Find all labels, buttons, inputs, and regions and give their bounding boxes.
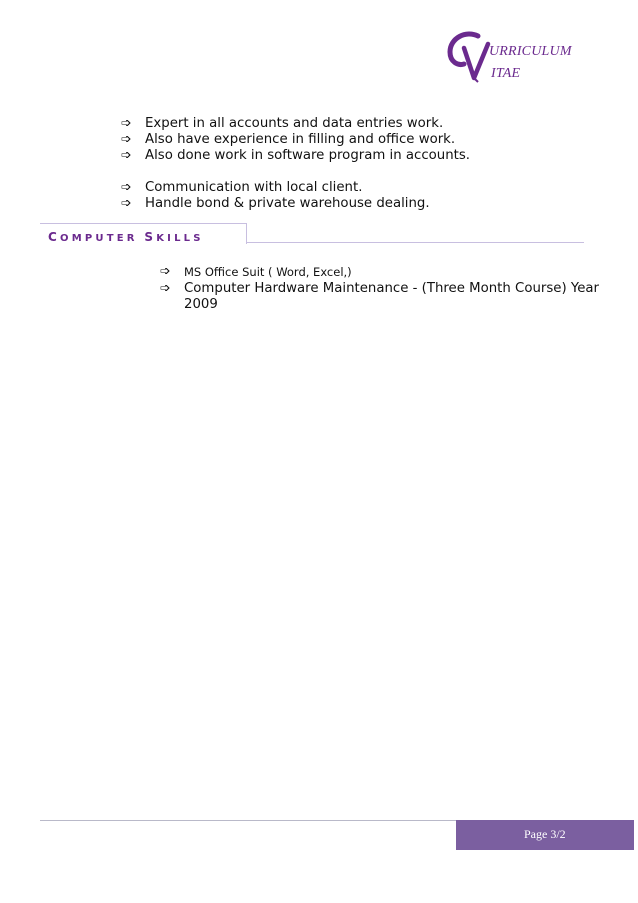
list-item-text: Computer Hardware Maintenance - (Three Month Course) Year 2009 [184, 281, 600, 312]
heading-cap-letter: S [144, 230, 157, 244]
arrow-right-curved-icon: ➩ [121, 196, 132, 211]
list-item [121, 196, 430, 212]
list-item [160, 264, 618, 280]
arrow-right-curved-icon: ➩ [121, 132, 132, 147]
section-divider [246, 242, 584, 243]
footer-divider [40, 820, 456, 821]
logo-text-itae: ITAE [491, 66, 521, 81]
page-number: Page 3/2 [524, 827, 566, 841]
list-item [121, 180, 430, 196]
arrow-right-curved-icon: ➩ [121, 148, 132, 163]
list-item-text: Also have experience in filling and office work. [145, 132, 456, 147]
computer-skills-list [160, 264, 618, 313]
arrow-right-curved-icon: ➩ [160, 264, 171, 279]
cv-logo [444, 28, 594, 90]
list-item [121, 132, 470, 148]
list-item-text: Also done work in software program in accounts. [145, 148, 471, 163]
arrow-right-curved-icon: ➩ [121, 180, 132, 195]
list-item [160, 281, 618, 313]
heading-word-rest: OMPUTER [60, 233, 138, 244]
list-item-text: Expert in all accounts and data entries work. [145, 116, 444, 131]
section-title [48, 230, 204, 244]
list-item-text: MS Office Suit ( Word, Excel,) [184, 265, 352, 279]
logo-text-urriculum: URRICULUM [489, 44, 572, 59]
arrow-right-curved-icon: ➩ [121, 116, 132, 131]
list-item [121, 116, 470, 132]
experience-list [121, 116, 470, 164]
list-item [121, 148, 470, 164]
arrow-right-curved-icon: ➩ [160, 281, 171, 296]
section-heading-computer-skills [40, 223, 247, 244]
heading-cap-letter: C [48, 230, 61, 244]
heading-word-rest: KILLS [156, 233, 204, 244]
experience-list-continued [121, 180, 430, 212]
list-item-text: Communication with local client. [145, 180, 363, 195]
list-item-text: Handle bond & private warehouse dealing. [145, 196, 430, 211]
page-number-box [456, 820, 634, 850]
